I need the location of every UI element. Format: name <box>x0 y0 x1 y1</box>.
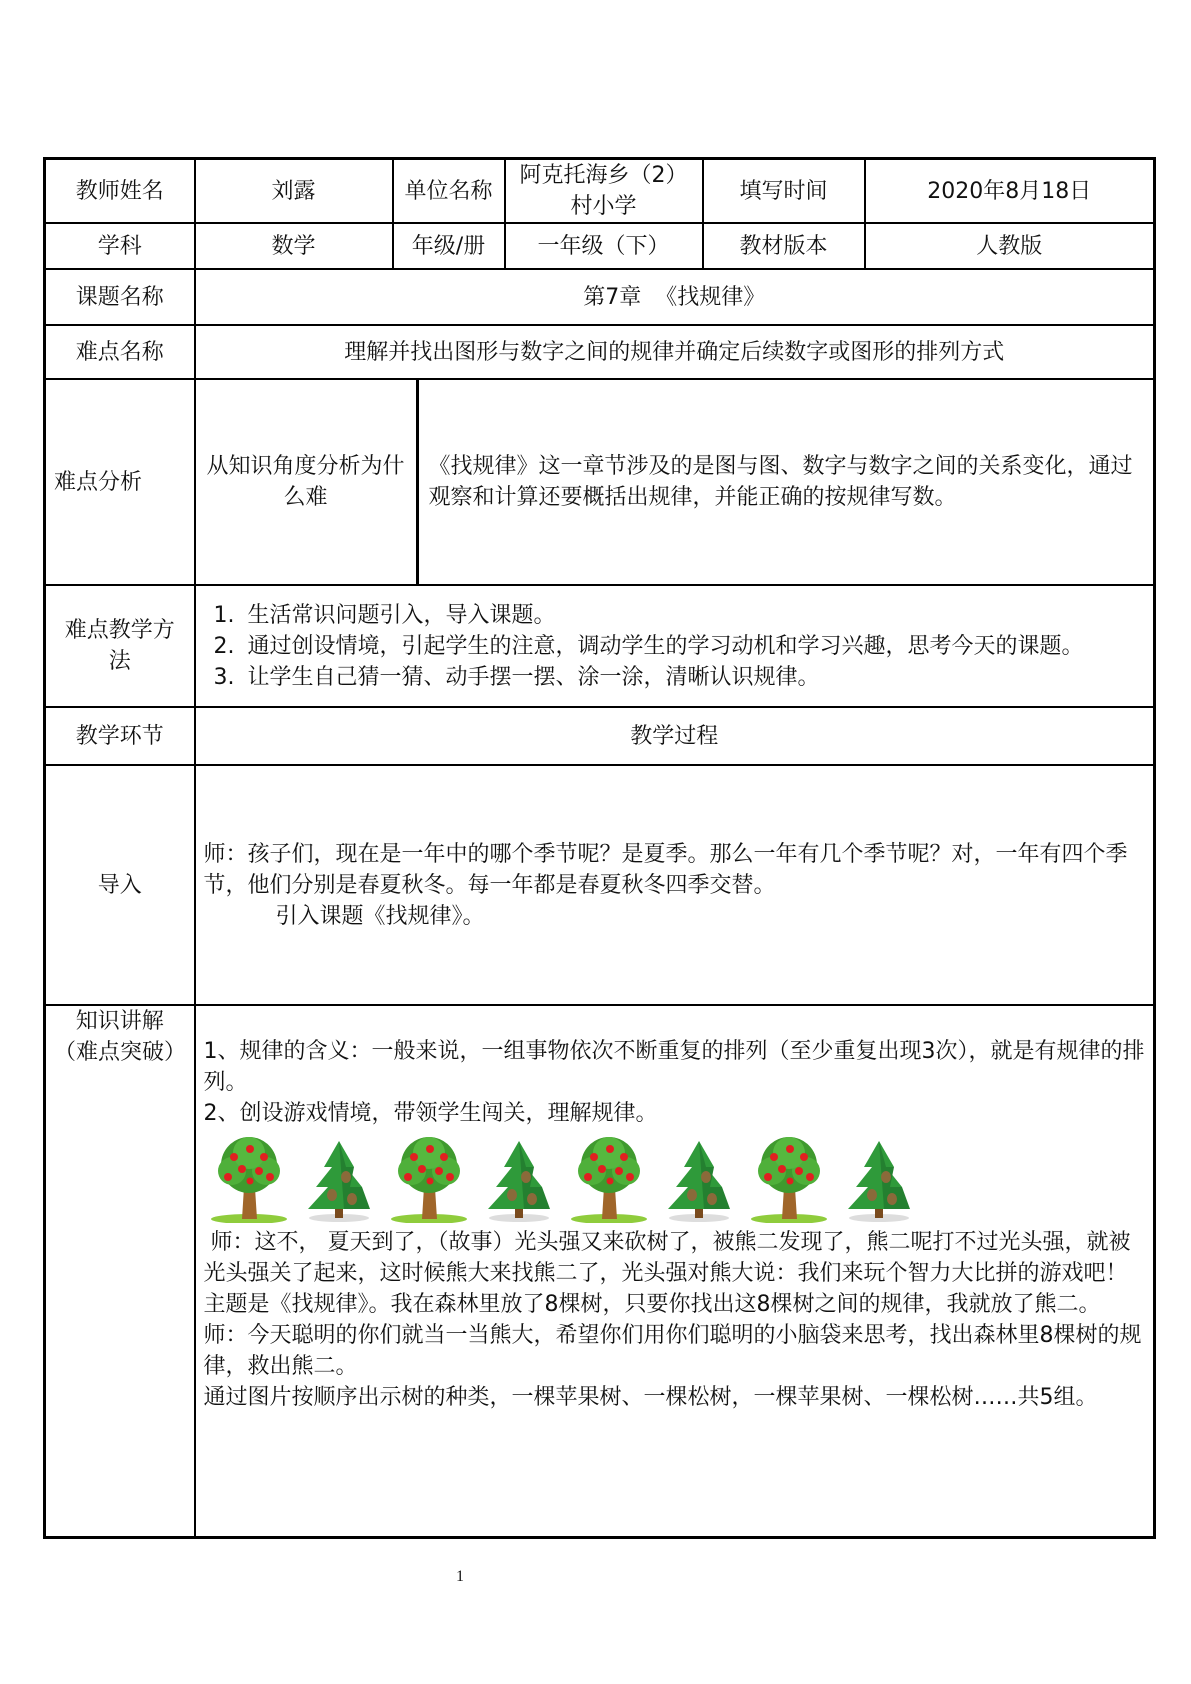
subject-label: 学科 <box>45 223 195 269</box>
analysis-inner-table <box>196 380 1154 584</box>
apple-tree-icon <box>384 1135 474 1223</box>
apple-tree-icon <box>204 1135 294 1223</box>
date-value: 2020年8月18日 <box>865 159 1155 224</box>
pine-tree-icon <box>834 1135 924 1223</box>
pine-tree-icon <box>294 1135 384 1223</box>
pine-tree-icon <box>654 1135 744 1223</box>
knowledge-game-intro: 2、创设游戏情境，带领学生闯关，理解规律。 <box>203 1101 658 1126</box>
analysis-label: 难点分析 <box>45 379 195 585</box>
method-item: 2. 通过创设情境，引起学生的注意，调动学生的学习动机和学习兴趣，思考今天的课题。 <box>242 631 1146 662</box>
teacher-label: 教师姓名 <box>45 159 195 224</box>
methods-cell <box>195 585 1155 707</box>
knowledge-teacher-prompt: 师：今天聪明的你们就当一当熊大，希望你们用你们聪明的小脑袋来思考，找出森林里8棵树的规律，救出熊二。 <box>203 1323 1142 1379</box>
analysis-text: 《找规律》这一章节涉及的是图与图、数字与数字之间的关系变化，通过观察和计算还要概括出规律，并能正确的按规律写数。 <box>428 454 1133 510</box>
apple-tree-icon <box>564 1135 654 1223</box>
method-item: 1. 生活常识问题引入，导入课题。 <box>242 600 1146 631</box>
subject-value: 数学 <box>195 223 393 269</box>
pine-tree-icon <box>474 1135 564 1223</box>
intro-topic-text: 引入课题《找规律》。 <box>275 903 485 929</box>
grade-value: 一年级（下） <box>505 223 703 269</box>
knowledge-label: 知识讲解（难点突破） <box>45 1005 195 1538</box>
unit-value: 阿克托海乡（2）村小学 <box>505 159 703 224</box>
unit-label: 单位名称 <box>393 159 505 224</box>
topic-label: 课题名称 <box>45 269 195 325</box>
intro-cell <box>195 765 1155 1005</box>
topic-value: 第7章 《找规律》 <box>195 269 1155 325</box>
intro-label: 导入 <box>45 765 195 1005</box>
knowledge-tree-order: 通过图片按顺序出示树的种类，一棵苹果树、一棵松树，一棵苹果树、一棵松树……共5组。 <box>203 1385 1098 1410</box>
lesson-plan-table <box>43 157 1156 1539</box>
grade-label: 年级/册 <box>393 223 505 269</box>
difficulty-value: 理解并找出图形与数字之间的规律并确定后续数字或图形的排列方式 <box>195 325 1155 379</box>
method-item: 3. 让学生自己猜一猜、动手摆一摆、涂一涂，清晰认识规律。 <box>242 662 1146 693</box>
knowledge-story: 师：这不， 夏天到了，（故事）光头强又来砍树了，被熊二发现了，熊二呢打不过光头强，就被光头强关了起来，这时候熊大来找熊二了，光头强对熊大说：我们来玩个智力大比拼的游戏吧！主题是《找规律》。我在森林里放了8棵树，只要你找出这8棵树之间的规律，我就放了熊二。 <box>203 1230 1131 1317</box>
knowledge-cell <box>195 1005 1155 1538</box>
analysis-sublabel: 从知识角度分析为什么难 <box>196 380 418 584</box>
analysis-cell <box>195 379 1155 585</box>
knowledge-definition: 1、规律的含义：一般来说，一组事物依次不断重复的排列（至少重复出现3次），就是有规律的排列。 <box>203 1039 1145 1095</box>
methods-list <box>204 600 1146 693</box>
process-value: 教学过程 <box>195 707 1155 765</box>
apple-tree-icon <box>744 1135 834 1223</box>
methods-label: 难点教学方法 <box>45 585 195 707</box>
difficulty-label: 难点名称 <box>45 325 195 379</box>
process-label: 教学环节 <box>45 707 195 765</box>
page-number: 1 <box>456 1568 464 1585</box>
intro-text: 师：孩子们，现在是一年中的哪个季节呢？是夏季。那么一年有几个季节呢？对，一年有四个季节，他们分别是春夏秋冬。每一年都是春夏秋冬四季交替。 <box>203 841 1128 898</box>
edition-value: 人教版 <box>865 223 1155 269</box>
tree-sequence-image <box>204 1135 924 1223</box>
date-label: 填写时间 <box>703 159 865 224</box>
teacher-value: 刘露 <box>195 159 393 224</box>
edition-label: 教材版本 <box>703 223 865 269</box>
